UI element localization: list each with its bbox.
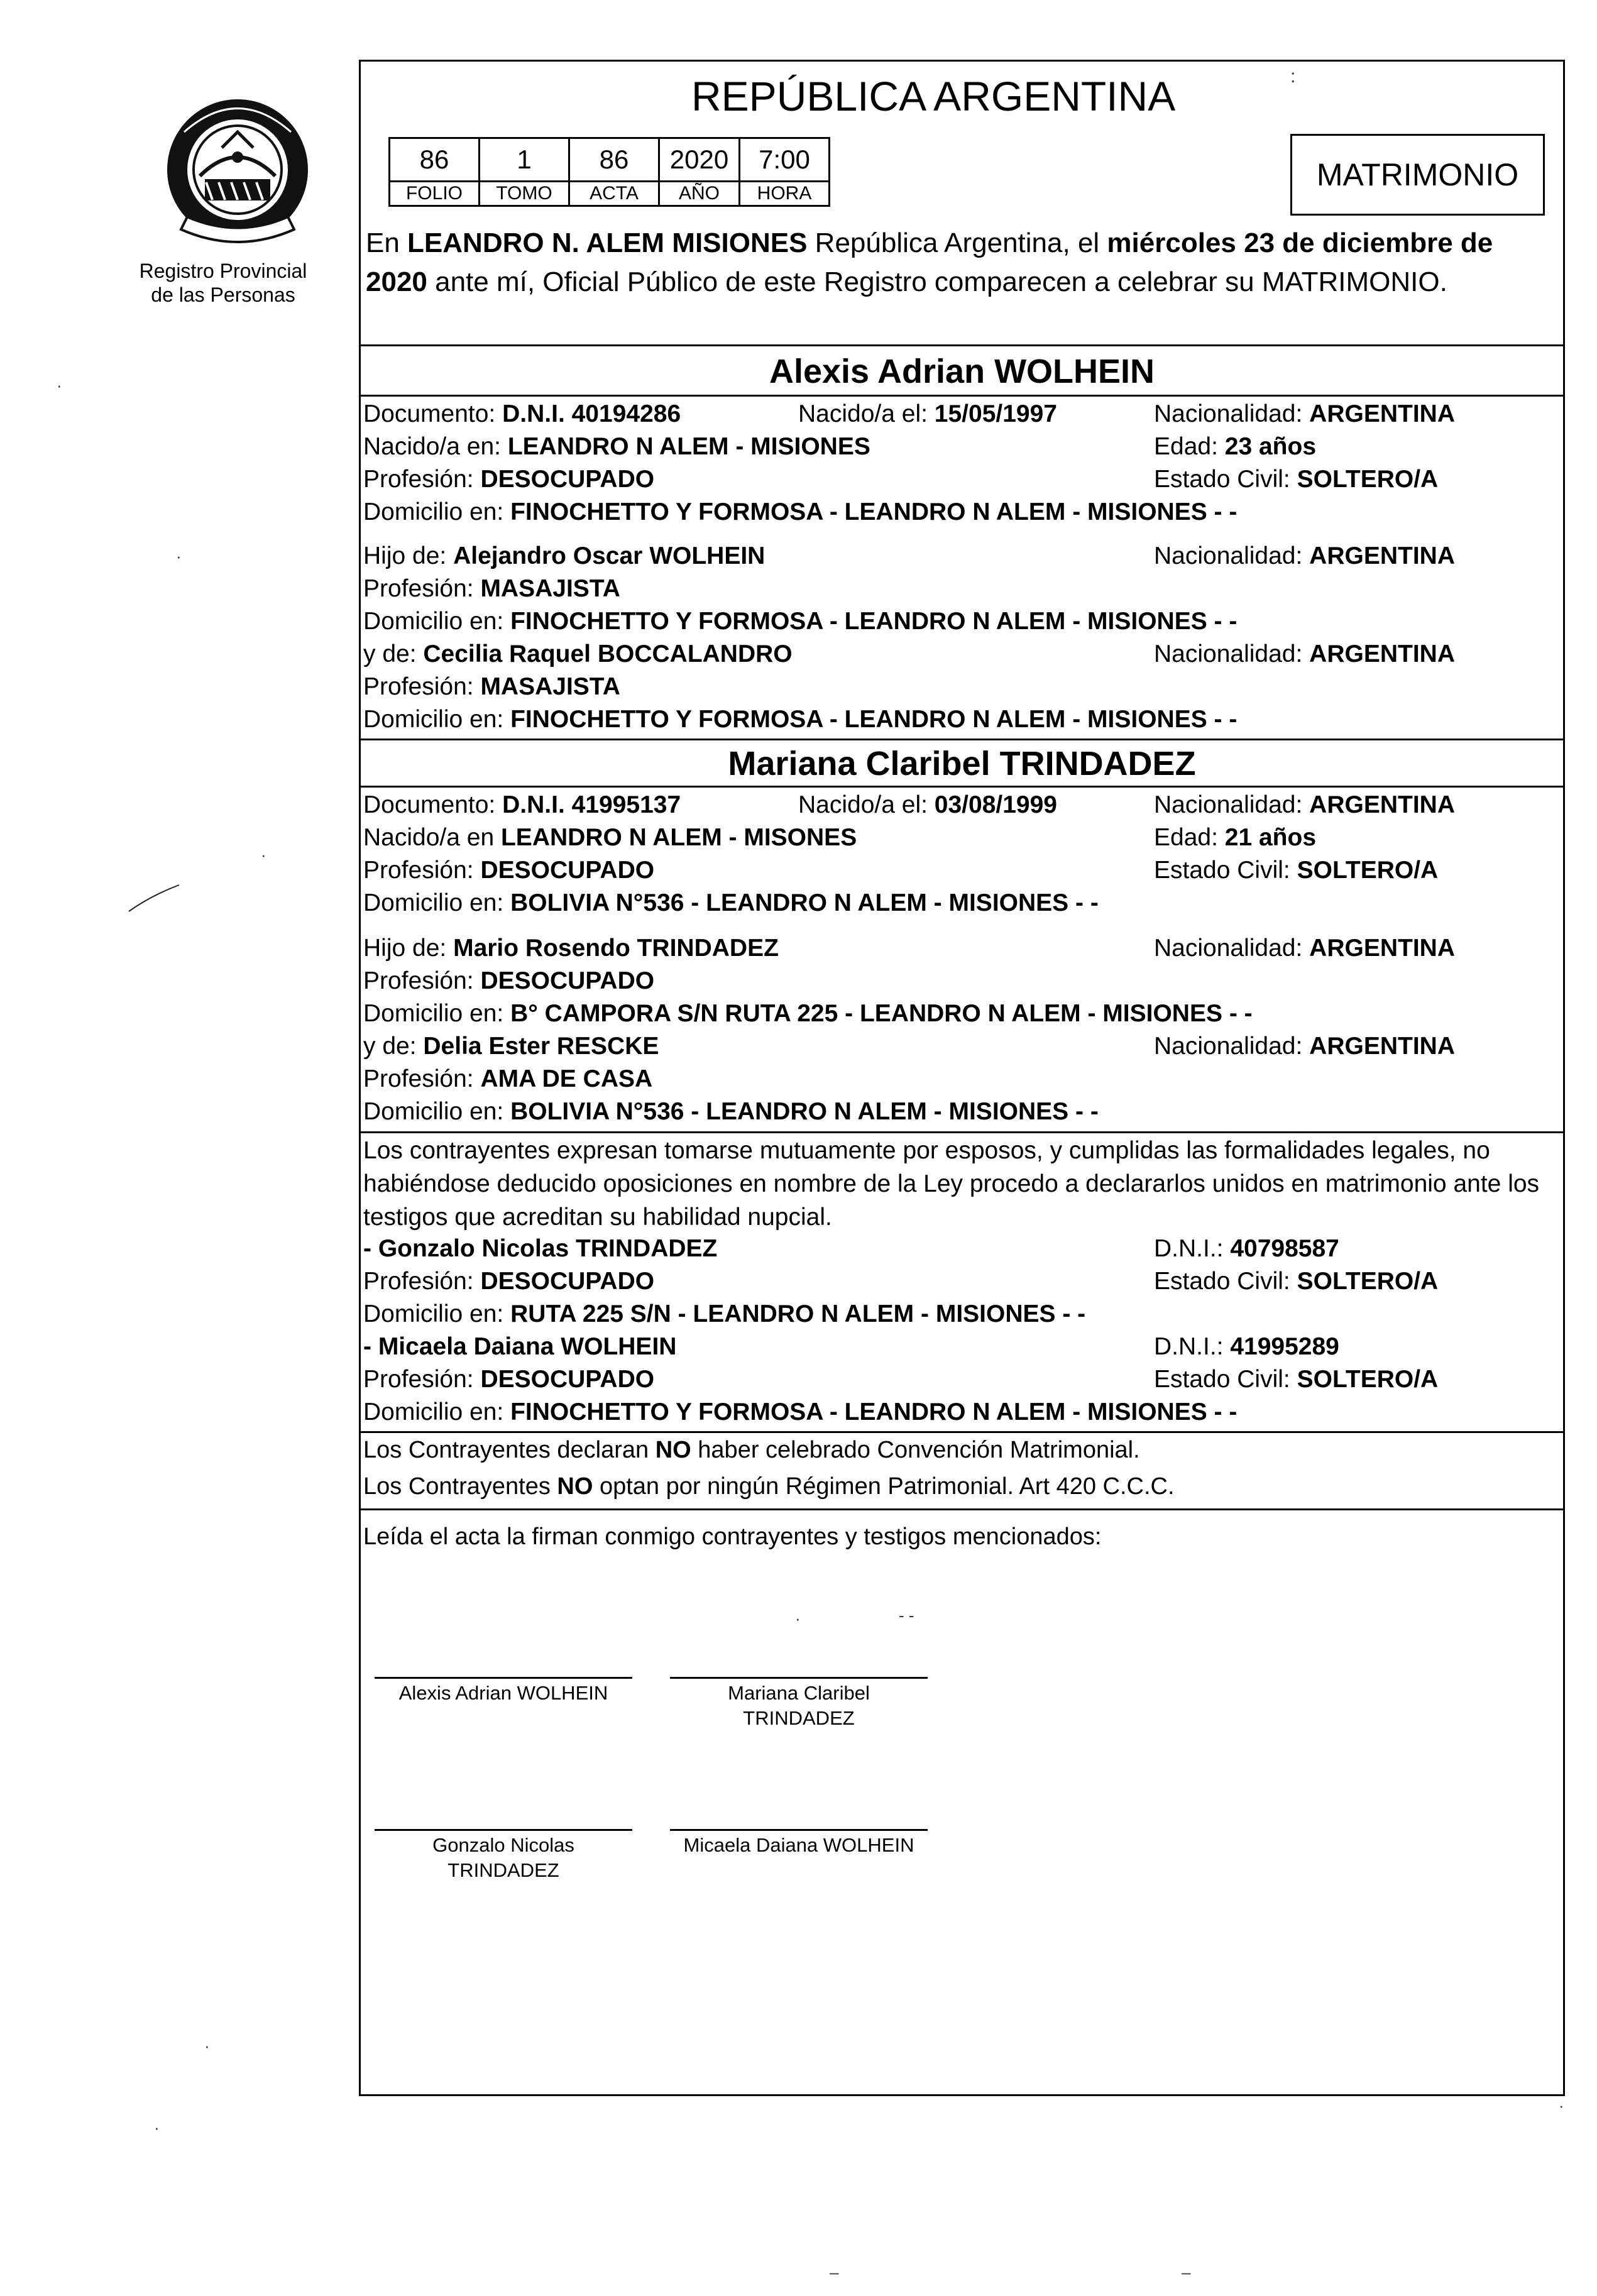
label: Nacionalidad:	[1154, 935, 1310, 962]
convention-statement	[363, 1434, 1140, 1466]
spouse2-father-address	[363, 998, 1253, 1030]
label: Nacido/a en	[363, 824, 501, 851]
witness2-profession	[363, 1364, 654, 1395]
stray-pen-mark	[126, 880, 182, 918]
scan-speck: ·	[261, 845, 266, 864]
divider	[359, 1508, 1565, 1510]
scan-speck: ·	[204, 2036, 210, 2055]
text: Los Contrayentes declaran	[363, 1437, 656, 1463]
mother-value: Delia Ester RESCKE	[423, 1033, 659, 1060]
civil-status-value: SOLTERO/A	[1297, 857, 1439, 884]
scan-speck: ·	[1559, 2096, 1564, 2115]
signature-name-line: TRINDADEZ	[743, 1707, 855, 1729]
father-value: Alejandro Oscar WOLHEIN	[453, 542, 766, 569]
tomo-label: TOMO	[480, 182, 569, 206]
label: Nacionalidad:	[1154, 542, 1310, 569]
nationality-value: ARGENTINA	[1309, 640, 1456, 667]
label: Estado Civil:	[1154, 1268, 1297, 1295]
address-value: FINOCHETTO Y FORMOSA - LEANDRO N ALEM - MISIONES - -	[510, 706, 1238, 733]
scan-speck: - -	[899, 1606, 914, 1625]
label: Documento:	[363, 400, 503, 427]
label: Profesión:	[363, 1268, 481, 1295]
intro-text: ante mí, Oficial Público de este Registro comparecen a celebrar su MATRIMONIO.	[427, 266, 1447, 297]
act-type-box: MATRIMONIO	[1290, 134, 1545, 216]
hora-value: 7:00	[740, 138, 830, 182]
intro-text: República Argentina, el	[807, 228, 1107, 258]
nationality-value: ARGENTINA	[1309, 1033, 1456, 1060]
signature-name-witness2: Micaela Daiana WOLHEIN	[683, 1834, 914, 1856]
label: Profesión:	[363, 1065, 481, 1092]
witness1-name	[363, 1233, 717, 1265]
record-table	[388, 137, 830, 207]
label: Nacido/a el:	[798, 400, 935, 427]
label: Estado Civil:	[1154, 857, 1297, 884]
spouse2-mother	[363, 1031, 659, 1062]
civil-status-value: SOLTERO/A	[1297, 1366, 1439, 1393]
divider	[359, 395, 1565, 397]
provincial-seal-logo	[156, 88, 319, 258]
document-value: D.N.I. 40194286	[502, 400, 681, 427]
intro-text: En	[366, 228, 408, 258]
intro-paragraph	[366, 224, 1560, 302]
label: Profesión:	[363, 857, 481, 884]
profession-value: DESOCUPADO	[480, 857, 655, 884]
spouse2-birthdate	[798, 789, 1057, 821]
spouse1-mother-nationality	[1154, 639, 1455, 670]
spouse2-nationality	[1154, 789, 1455, 821]
label: Edad:	[1154, 824, 1225, 851]
spouse2-document	[363, 789, 681, 821]
signature-line	[375, 1677, 632, 1679]
spouse1-address	[363, 497, 1237, 528]
label: Profesión:	[363, 967, 481, 994]
declaration-paragraph: Los contrayentes expresan tomarse mutuamente por esposos, y cumplidas las formalidades legales, no habiéndose deducido oposiciones en nombre de la Ley procedo a declararlos unidos en matrimonio ante los testigos que acreditan su habilidad nupcial.	[363, 1137, 1540, 1231]
label: Nacionalidad:	[1154, 400, 1310, 427]
label: Edad:	[1154, 433, 1225, 460]
nationality-value: ARGENTINA	[1309, 935, 1456, 962]
tomo-value: 1	[480, 138, 569, 182]
acta-label: ACTA	[569, 182, 659, 206]
intro-place: LEANDRO N. ALEM MISIONES	[407, 228, 808, 258]
spouse1-mother	[363, 639, 793, 670]
signature-name-line: Mariana Claribel	[728, 1682, 870, 1704]
label: D.N.I.:	[1154, 1235, 1231, 1262]
spouse1-nationality	[1154, 398, 1455, 430]
spouse1-mother-address	[363, 704, 1237, 735]
registry-line1: Registro Provincial	[139, 260, 307, 282]
address-value: BOLIVIA N°536 - LEANDRO N ALEM - MISIONES - -	[510, 1098, 1099, 1125]
witness2-civil-status	[1154, 1364, 1438, 1395]
nationality-value: ARGENTINA	[1309, 791, 1456, 818]
scan-speck: ·	[154, 2118, 160, 2137]
spouse1-profession	[363, 464, 654, 495]
folio-value: 86	[390, 138, 480, 182]
spouse1-father	[363, 541, 765, 572]
closing-statement: Leída el acta la firman conmigo contrayentes y testigos mencionados:	[363, 1524, 1102, 1550]
label: Domicilio en:	[363, 1398, 511, 1425]
divider	[359, 786, 1565, 788]
address-value: FINOCHETTO Y FORMOSA - LEANDRO N ALEM - MISIONES - -	[510, 608, 1238, 635]
witness-name-value: - Micaela Daiana WOLHEIN	[363, 1333, 677, 1360]
regime-statement	[363, 1471, 1175, 1502]
scan-speck: :	[1290, 66, 1296, 87]
ano-label: AÑO	[659, 182, 740, 206]
label: Domicilio en:	[363, 498, 511, 525]
nationality-value: ARGENTINA	[1309, 542, 1456, 569]
scan-speck: ·	[176, 547, 182, 566]
profession-value: MASAJISTA	[480, 673, 620, 700]
spouse1-mother-profession	[363, 671, 620, 703]
label: Domicilio en:	[363, 1300, 511, 1327]
label: Estado Civil:	[1154, 1366, 1297, 1393]
birthplace-value: LEANDRO N ALEM - MISONES	[500, 824, 857, 851]
spouse1-document	[363, 398, 681, 430]
signature-name-line: TRINDADEZ	[447, 1859, 559, 1881]
address-value: FINOCHETTO Y FORMOSA - LEANDRO N ALEM - MISIONES - -	[510, 1398, 1238, 1425]
spouse2-birthplace	[363, 822, 857, 854]
civil-status-value: SOLTERO/A	[1297, 1268, 1439, 1295]
address-value: RUTA 225 S/N - LEANDRO N ALEM - MISIONES - -	[510, 1300, 1086, 1327]
no-emphasis: NO	[557, 1473, 593, 1500]
intro-date: miércoles 23 de diciembre de 2020	[366, 228, 1493, 297]
label: Nacionalidad:	[1154, 791, 1310, 818]
ano-value: 2020	[659, 138, 740, 182]
address-value: FINOCHETTO Y FORMOSA - LEANDRO N ALEM - MISIONES - -	[510, 498, 1238, 525]
witness-name-value: - Gonzalo Nicolas TRINDADEZ	[363, 1235, 718, 1262]
spouse2-mother-profession	[363, 1063, 652, 1095]
divider	[359, 1131, 1565, 1133]
spouse2-name-title: Mariana Claribel TRINDADEZ	[728, 745, 1196, 783]
text: optan por ningún Régimen Patrimonial. Art 420 C.C.C.	[593, 1473, 1175, 1500]
signature-name-line: Gonzalo Nicolas	[432, 1834, 574, 1856]
hora-label: HORA	[740, 182, 830, 206]
record-labels-row	[390, 182, 830, 206]
spouse2-age	[1154, 822, 1316, 854]
scan-speck: ·	[57, 376, 62, 395]
profession-value: DESOCUPADO	[480, 466, 655, 493]
profession-value: DESOCUPADO	[480, 967, 655, 994]
label: Domicilio en:	[363, 889, 511, 916]
signature-line	[375, 1829, 632, 1831]
witness2-address	[363, 1397, 1237, 1428]
spouse1-name-title: Alexis Adrian WOLHEIN	[769, 353, 1155, 390]
nationality-value: ARGENTINA	[1309, 400, 1456, 427]
label: Hijo de:	[363, 542, 454, 569]
age-value: 21 años	[1224, 824, 1317, 851]
spouse1-birthplace	[363, 431, 870, 463]
birthplace-value: LEANDRO N ALEM - MISIONES	[507, 433, 870, 460]
label: Nacido/a en:	[363, 433, 508, 460]
birthdate-value: 15/05/1997	[934, 400, 1057, 427]
label: Nacido/a el:	[798, 791, 935, 818]
profession-value: MASAJISTA	[480, 575, 620, 602]
divider	[359, 1431, 1565, 1433]
label: Profesión:	[363, 1366, 481, 1393]
signature-name-spouse1: Alexis Adrian WOLHEIN	[398, 1682, 608, 1704]
spouse1-civil-status	[1154, 464, 1438, 495]
label: y de:	[363, 1033, 424, 1060]
spouse2-profession	[363, 855, 654, 886]
acta-value: 86	[569, 138, 659, 182]
mother-value: Cecilia Raquel BOCCALANDRO	[423, 640, 793, 667]
spouse2-mother-address	[363, 1096, 1099, 1128]
scan-speck: ·	[795, 1609, 801, 1628]
signature-line	[670, 1677, 928, 1679]
document-value: D.N.I. 41995137	[502, 791, 681, 818]
label: Estado Civil:	[1154, 466, 1297, 493]
spouse1-age	[1154, 431, 1316, 463]
record-values-row	[390, 138, 830, 182]
label: Nacionalidad:	[1154, 640, 1310, 667]
divider	[359, 739, 1565, 740]
spouse2-mother-nationality	[1154, 1031, 1455, 1062]
dni-value: 41995289	[1230, 1333, 1339, 1360]
spouse2-father-profession	[363, 965, 654, 997]
label: Documento:	[363, 791, 503, 818]
signature-name-witness1	[375, 1833, 632, 1883]
label: y de:	[363, 640, 424, 667]
label: D.N.I.:	[1154, 1333, 1231, 1360]
label: Domicilio en:	[363, 1000, 511, 1027]
spouse1-father-profession	[363, 573, 620, 605]
profession-value: AMA DE CASA	[480, 1065, 653, 1092]
country-title: REPÚBLICA ARGENTINA	[691, 73, 1176, 119]
label: Profesión:	[363, 575, 481, 602]
label: Hijo de:	[363, 935, 454, 962]
no-emphasis: NO	[655, 1437, 691, 1463]
birthdate-value: 03/08/1999	[934, 791, 1057, 818]
label: Profesión:	[363, 466, 481, 493]
profession-value: DESOCUPADO	[480, 1366, 655, 1393]
witness1-address	[363, 1299, 1085, 1330]
scan-speck: –	[830, 2263, 839, 2282]
profession-value: DESOCUPADO	[480, 1268, 655, 1295]
scan-speck: –	[1182, 2263, 1191, 2282]
signature-line	[670, 1829, 928, 1831]
dni-value: 40798587	[1230, 1235, 1339, 1262]
signature-name-spouse2	[670, 1681, 928, 1731]
text: haber celebrado Convención Matrimonial.	[691, 1437, 1140, 1463]
label: Nacionalidad:	[1154, 1033, 1310, 1060]
address-value: BOLIVIA N°536 - LEANDRO N ALEM - MISIONES - -	[510, 889, 1099, 916]
age-value: 23 años	[1224, 433, 1317, 460]
divider	[359, 344, 1565, 346]
text: Los Contrayentes	[363, 1473, 557, 1500]
registry-line2: de las Personas	[151, 283, 295, 306]
spouse2-address	[363, 887, 1099, 919]
witness1-civil-status	[1154, 1266, 1438, 1297]
witness2-dni	[1154, 1331, 1339, 1363]
father-value: Mario Rosendo TRINDADEZ	[453, 935, 779, 962]
spouse1-birthdate	[798, 398, 1057, 430]
spouse2-father	[363, 933, 779, 964]
label: Domicilio en:	[363, 608, 511, 635]
witness2-name	[363, 1331, 676, 1363]
civil-status-value: SOLTERO/A	[1297, 466, 1439, 493]
label: Domicilio en:	[363, 706, 511, 733]
spouse2-father-nationality	[1154, 933, 1455, 964]
witness1-dni	[1154, 1233, 1339, 1265]
registry-name	[101, 259, 346, 307]
witness1-profession	[363, 1266, 654, 1297]
address-value: B° CAMPORA S/N RUTA 225 - LEANDRO N ALEM - MISIONES - -	[510, 1000, 1253, 1027]
label: Domicilio en:	[363, 1098, 511, 1125]
spouse1-father-address	[363, 606, 1237, 637]
spouse2-civil-status	[1154, 855, 1438, 886]
spouse1-father-nationality	[1154, 541, 1455, 572]
label: Profesión:	[363, 673, 481, 700]
folio-label: FOLIO	[390, 182, 480, 206]
